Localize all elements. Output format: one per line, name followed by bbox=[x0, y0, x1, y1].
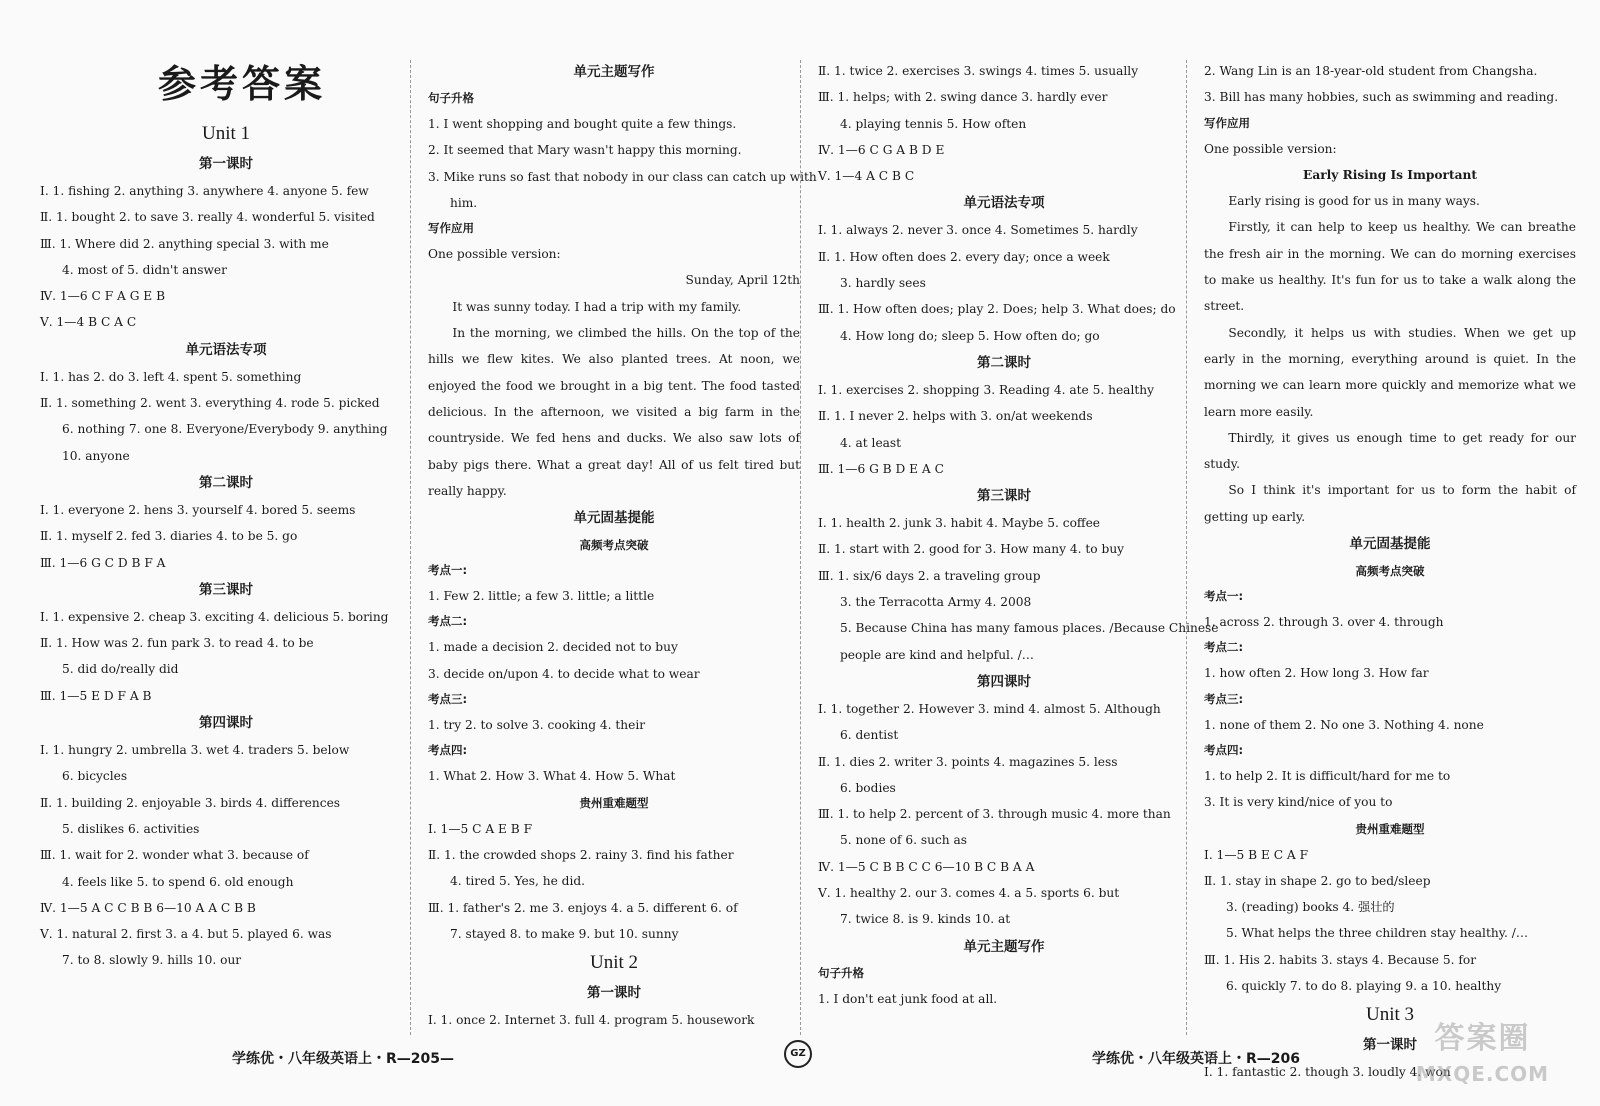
answer-line: 1. Few 2. little; a few 3. little; a little bbox=[428, 589, 655, 604]
answer-line-continued: 6. dentist bbox=[840, 728, 899, 743]
answer-line: Ⅱ. 1. myself 2. fed 3. diaries 4. to be 5. go bbox=[40, 529, 298, 544]
section-heading: 第三课时 bbox=[977, 488, 1031, 505]
answer-line: Ⅲ. 1. Where did 2. anything special 3. with me bbox=[40, 236, 329, 251]
answer-line: 2. It seemed that Mary wasn't happy this morning. bbox=[428, 143, 742, 158]
point-label: 考点四: bbox=[428, 743, 468, 758]
answer-line-continued: 6. bicycles bbox=[62, 769, 128, 784]
answer-line: Ⅱ. 1. building 2. enjoyable 3. birds 4. differences bbox=[40, 795, 341, 810]
answer-line: 1. try 2. to solve 3. cooking 4. their bbox=[428, 718, 646, 733]
column-divider bbox=[410, 60, 411, 1035]
answer-line-continued: 6. bodies bbox=[840, 780, 896, 795]
answer-line: Ⅴ. 1. natural 2. first 3. a 4. but 5. played 6. was bbox=[40, 927, 332, 942]
subsection-heading: 高频考点突破 bbox=[1355, 564, 1425, 579]
answer-line: 1. across 2. through 3. over 4. through bbox=[1204, 615, 1444, 630]
section-heading: 第二课时 bbox=[977, 354, 1031, 371]
essay-paragraph: Secondly, it helps us with studies. When we get up early in the morning, everything around is quiet. In the morning we can learn more quickly and memorize what we learn more easily. bbox=[1204, 325, 1576, 419]
answer-line-continued: 5. none of 6. such as bbox=[840, 833, 968, 848]
watermark bbox=[1390, 1018, 1575, 1098]
answer-line: Ⅲ. 1—5 E D F A B bbox=[40, 688, 152, 703]
answer-line-continued: 5. What helps the three children stay healthy. /… bbox=[1226, 926, 1529, 941]
answer-line-continued: 7. to 8. slowly 9. hills 10. our bbox=[62, 953, 242, 968]
section-heading: 第二课时 bbox=[199, 474, 253, 491]
answer-line: Ⅰ. 1. always 2. never 3. once 4. Sometimes 5. hardly bbox=[818, 223, 1138, 238]
answer-line: Ⅱ. 1. twice 2. exercises 3. swings 4. times 5. usually bbox=[818, 64, 1139, 78]
answer-line: 1. I went shopping and bought quite a few things. bbox=[428, 117, 737, 131]
answer-line: 3. It is very kind/nice of you to bbox=[1204, 795, 1393, 810]
answer-line-continued: 4. at least bbox=[840, 435, 902, 450]
answer-line: Ⅴ. 1—4 B C A C bbox=[40, 315, 137, 330]
point-label: 写作应用 bbox=[1204, 115, 1250, 130]
answer-line-continued: 5. dislikes 6. activities bbox=[62, 821, 200, 836]
answer-line-continued: 4. feels like 5. to spend 6. old enough bbox=[62, 874, 294, 889]
column-divider bbox=[1186, 60, 1187, 1035]
column-3 bbox=[818, 58, 1219, 1012]
unit-heading: Unit 3 bbox=[1365, 1004, 1415, 1026]
column-divider bbox=[800, 60, 801, 1035]
answer-line: Ⅲ. 1. His 2. habits 3. stays 4. Because 5. for bbox=[1204, 952, 1477, 967]
answer-line: Ⅲ. 1—6 G B D E A C bbox=[818, 461, 944, 476]
answer-line: Ⅱ. 1. I never 2. helps with 3. on/at weekends bbox=[818, 409, 1093, 424]
answer-line: 3. Mike runs so fast that nobody in our class can catch up with bbox=[428, 169, 817, 184]
answer-line-continued: 4. tired 5. Yes, he did. bbox=[450, 874, 586, 889]
answer-line: One possible version: bbox=[428, 247, 561, 262]
answer-line: Ⅲ. 1. to help 2. percent of 3. through music 4. more than bbox=[818, 807, 1171, 822]
essay-date: Sunday, April 12th bbox=[685, 273, 800, 288]
answer-line: Ⅰ. 1. fishing 2. anything 3. anywhere 4. anyone 5. few bbox=[40, 184, 369, 198]
column-1 bbox=[40, 56, 412, 974]
answer-line: Ⅰ. 1. everyone 2. hens 3. yourself 4. bored 5. seems bbox=[40, 502, 356, 517]
answer-line: Ⅰ. 1. health 2. junk 3. habit 4. Maybe 5. coffee bbox=[818, 516, 1101, 531]
answer-line-continued: 6. quickly 7. to do 8. playing 9. a 10. healthy bbox=[1226, 979, 1502, 994]
answer-line: Ⅳ. 1—5 C B B C C 6—10 B C B A A bbox=[818, 859, 1035, 874]
answer-line: Ⅰ. 1. expensive 2. cheap 3. exciting 4. delicious 5. boring bbox=[40, 609, 389, 624]
column-2 bbox=[428, 58, 817, 1033]
answer-line: Ⅲ. 1. helps; with 2. swing dance 3. hardly ever bbox=[818, 90, 1108, 105]
answer-line: Ⅰ. 1. together 2. However 3. mind 4. almost 5. Although bbox=[818, 701, 1161, 716]
section-heading: 单元固基提能 bbox=[1349, 536, 1431, 553]
answer-line-continued: 7. stayed 8. to make 9. but 10. sunny bbox=[450, 926, 679, 941]
answer-line: Ⅳ. 1—6 C G A B D E bbox=[818, 142, 945, 157]
section-heading: 单元语法专项 bbox=[963, 195, 1045, 212]
answer-line: Ⅰ. 1—5 B E C A F bbox=[1204, 847, 1309, 862]
unit-heading: Unit 2 bbox=[589, 952, 639, 974]
answer-line: 1. I don't eat junk food at all. bbox=[818, 991, 998, 1006]
answer-line: Ⅱ. 1. dies 2. writer 3. points 4. magazines 5. less bbox=[818, 754, 1118, 769]
answer-line: Ⅳ. 1—6 C F A G E B bbox=[40, 289, 166, 304]
answer-line: 1. What 2. How 3. What 4. How 5. What bbox=[428, 769, 676, 784]
answer-line: 2. Wang Lin is an 18-year-old student from Changsha. bbox=[1204, 64, 1538, 78]
essay-paragraph: Early rising is good for us in many ways. bbox=[1228, 194, 1480, 209]
page-footer-left: 学练优・八年级英语上・R—205— bbox=[232, 1051, 455, 1067]
answer-line: Ⅲ. 1. wait for 2. wonder what 3. because of bbox=[40, 848, 309, 863]
watermark-url: MXQE.COM bbox=[1415, 1062, 1550, 1086]
essay-paragraph: Firstly, it can help to keep us healthy. We can breathe the fresh air in the morning. We can do morning exercises to make us healthy. It's fun for us to take a walk along the street. bbox=[1204, 220, 1576, 314]
point-label: 句子升格 bbox=[428, 91, 474, 105]
answer-line: Ⅰ. 1. once 2. Internet 3. full 4. program 5. housework bbox=[428, 1013, 755, 1028]
point-label: 写作应用 bbox=[428, 221, 474, 236]
answer-line: 3. decide on/upon 4. to decide what to wear bbox=[428, 666, 700, 681]
answer-line: Ⅰ. 1. exercises 2. shopping 3. Reading 4. ate 5. healthy bbox=[818, 382, 1154, 397]
watermark-text: 答案圈 bbox=[1434, 1021, 1531, 1056]
section-heading: 第一课时 bbox=[587, 985, 641, 1002]
section-heading: 第三课时 bbox=[199, 581, 253, 598]
answer-line-continued: 4. playing tennis 5. How often bbox=[840, 116, 1027, 131]
answer-line-continued: 5. did do/really did bbox=[62, 662, 179, 677]
answer-line: Ⅰ. 1—5 C A E B F bbox=[428, 821, 533, 836]
point-label: 考点一: bbox=[1204, 589, 1244, 604]
answer-line-continued: people are kind and helpful. /… bbox=[840, 647, 1034, 662]
answer-line: 1. to help 2. It is difficult/hard for me to bbox=[1204, 768, 1451, 783]
answer-line-continued: 6. nothing 7. one 8. Everyone/Everybody 9. anything bbox=[62, 422, 388, 437]
answer-line-continued: 3. hardly sees bbox=[840, 276, 926, 291]
section-heading: 单元语法专项 bbox=[185, 341, 267, 358]
essay-paragraph: In the morning, we climbed the hills. On the top of the hills we flew kites. We also planted trees. At noon, we enjoyed the food we brought in a big tent. The food tasted delicious. In the afternoon, we visited a big farm in the countryside. We fed hens and ducks. We also saw lots of baby pigs there. What a great day! All of us felt tired but really happy. bbox=[428, 326, 800, 498]
publisher-logo-icon: GZ bbox=[784, 1040, 812, 1068]
subsection-heading: 贵州重难题型 bbox=[579, 795, 649, 810]
section-heading: 单元固基提能 bbox=[573, 510, 655, 527]
answer-line: Ⅰ. 1. hungry 2. umbrella 3. wet 4. traders 5. below bbox=[40, 743, 350, 758]
section-heading: 第一课时 bbox=[199, 156, 253, 172]
essay-paragraph: It was sunny today. I had a trip with my family. bbox=[452, 299, 742, 314]
answer-line: 3. Bill has many hobbies, such as swimming and reading. bbox=[1204, 90, 1559, 105]
column-4 bbox=[1204, 58, 1576, 1086]
point-label: 考点四: bbox=[1204, 742, 1244, 757]
point-label: 考点三: bbox=[1204, 691, 1244, 706]
answer-line: Ⅱ. 1. something 2. went 3. everything 4. rode 5. picked bbox=[40, 396, 380, 411]
page-title: 参考答案 bbox=[158, 62, 327, 106]
section-heading: 单元主题写作 bbox=[963, 938, 1045, 955]
answer-line: Ⅱ. 1. start with 2. good for 3. How many 4. to buy bbox=[818, 542, 1125, 557]
section-heading: 第一课时 bbox=[1363, 1037, 1417, 1054]
subsection-heading: 贵州重难题型 bbox=[1355, 821, 1425, 836]
point-label: 考点二: bbox=[1204, 640, 1244, 655]
answer-line: Ⅲ. 1—6 G C D B F A bbox=[40, 555, 166, 570]
section-heading: 第四课时 bbox=[199, 715, 253, 732]
answer-line: One possible version: bbox=[1204, 141, 1337, 156]
answer-line: Ⅱ. 1. How was 2. fun park 3. to read 4. to be bbox=[40, 636, 314, 651]
section-heading: 第四课时 bbox=[977, 673, 1031, 690]
point-label: 考点二: bbox=[428, 614, 468, 629]
answer-line-continued: 10. anyone bbox=[62, 448, 130, 463]
point-label: 考点一: bbox=[428, 563, 468, 578]
section-heading: 单元主题写作 bbox=[573, 64, 655, 80]
answer-line-continued: 5. Because China has many famous places. /Because Chinese bbox=[840, 621, 1219, 636]
essay-paragraph: So I think it's important for us to form the habit of getting up early. bbox=[1204, 483, 1576, 524]
answer-line: Ⅴ. 1. healthy 2. our 3. comes 4. a 5. sports 6. but bbox=[818, 886, 1120, 901]
answer-line: Ⅴ. 1—4 A C B C bbox=[818, 169, 915, 184]
answer-line: Ⅰ. 1. has 2. do 3. left 4. spent 5. something bbox=[40, 369, 302, 384]
answer-line: Ⅲ. 1. How often does; play 2. Does; help 3. What does; do bbox=[818, 302, 1176, 317]
answer-line-continued: 4. How long do; sleep 5. How often do; go bbox=[840, 328, 1100, 343]
answer-line: 1. made a decision 2. decided not to buy bbox=[428, 640, 678, 655]
answer-line-continued: 4. most of 5. didn't answer bbox=[62, 262, 227, 277]
answer-line: Ⅱ. 1. How often does 2. every day; once a week bbox=[818, 249, 1110, 264]
answer-line-continued: 3. (reading) books 4. 强壮的 bbox=[1226, 900, 1395, 915]
point-label: 考点三: bbox=[428, 692, 468, 707]
answer-line-continued: 3. the Terracotta Army 4. 2008 bbox=[840, 595, 1032, 610]
essay-paragraph: Thirdly, it gives us enough time to get ready for our study. bbox=[1204, 430, 1576, 472]
subsection-heading: 高频考点突破 bbox=[579, 538, 649, 553]
unit-heading: Unit 1 bbox=[201, 123, 251, 144]
answer-line: Ⅳ. 1—5 A C C B B 6—10 A A C B B bbox=[40, 900, 256, 915]
essay-title: Early Rising Is Important bbox=[1303, 167, 1477, 182]
answer-line: Ⅲ. 1. father's 2. me 3. enjoys 4. a 5. different 6. of bbox=[428, 900, 738, 915]
answer-line: Ⅲ. 1. six/6 days 2. a traveling group bbox=[818, 568, 1041, 583]
answer-line: 1. how often 2. How long 3. How far bbox=[1204, 666, 1429, 681]
answer-line: Ⅱ. 1. bought 2. to save 3. really 4. wonderful 5. visited bbox=[40, 210, 375, 225]
answer-line: Ⅱ. 1. stay in shape 2. go to bed/sleep bbox=[1204, 873, 1431, 888]
answer-line: Ⅱ. 1. the crowded shops 2. rainy 3. find his father bbox=[428, 847, 734, 862]
point-label: 句子升格 bbox=[818, 965, 864, 980]
answer-line: 1. none of them 2. No one 3. Nothing 4. none bbox=[1204, 717, 1484, 732]
answer-line-continued: 7. twice 8. is 9. kinds 10. at bbox=[840, 912, 1011, 927]
answer-line: Ⅰ. 1. fantastic 2. though 3. loudly 4. won bbox=[1204, 1065, 1451, 1080]
page-footer-right: 学练优・八年级英语上・R—206 bbox=[1092, 1051, 1301, 1067]
answer-line-continued: him. bbox=[450, 195, 478, 210]
